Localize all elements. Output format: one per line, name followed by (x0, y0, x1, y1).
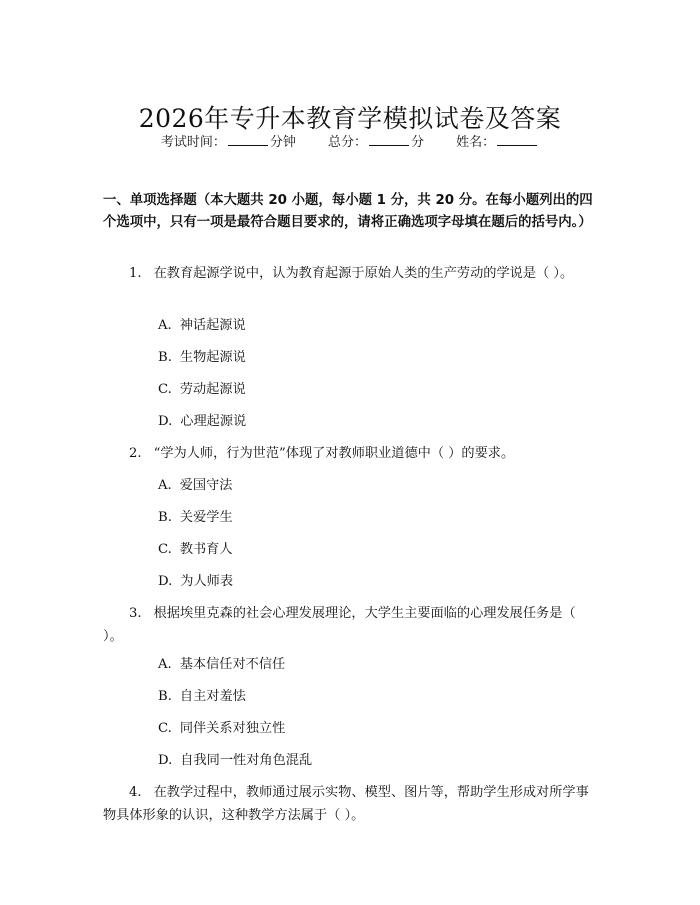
question-2 (103, 442, 597, 465)
option-1a[interactable] (158, 317, 246, 335)
question-text: “学为人师，行为世范”体现了对教师职业道德中（ ）的要求。 (153, 446, 515, 461)
question-3 (103, 602, 597, 648)
score-label: 总分： (327, 135, 367, 150)
option-3d[interactable] (158, 752, 312, 770)
option-letter: D. (158, 753, 173, 768)
option-letter: C. (158, 382, 172, 397)
option-letter: B. (158, 350, 172, 365)
page-title: 2026年专升本教育学模拟试卷及答案 (138, 103, 562, 133)
name-label: 姓名： (456, 135, 496, 150)
question-number: 1. (129, 266, 142, 281)
option-1c[interactable] (158, 381, 246, 399)
time-field (161, 131, 296, 150)
option-text: 为人师表 (180, 574, 234, 589)
option-letter: C. (158, 542, 172, 557)
option-letter: D. (158, 574, 173, 589)
question-1 (103, 262, 597, 285)
option-text: 教书育人 (179, 542, 233, 557)
section-heading: 一、单项选择题（本大题共 20 小题，每小题 1 分，共 20 分。在每小题列出的四个选项中，只有一项是最符合题目要求的，请将正确选项字母填在题后的括号内。） (103, 193, 593, 230)
option-2d[interactable] (158, 573, 233, 591)
option-letter: C. (158, 721, 172, 736)
option-letter: A. (158, 318, 172, 333)
time-label: 考试时间： (160, 135, 226, 150)
option-1d[interactable] (158, 413, 246, 431)
score-unit: 分 (411, 135, 425, 150)
time-blank[interactable] (228, 133, 268, 146)
option-3c[interactable] (158, 720, 285, 738)
option-text: 爱国守法 (179, 478, 233, 493)
option-text: 关爱学生 (179, 510, 233, 525)
option-1b[interactable] (158, 349, 246, 367)
exam-meta (0, 131, 700, 150)
option-2b[interactable] (158, 509, 233, 527)
option-text: 劳动起源说 (179, 382, 246, 397)
option-3b[interactable] (158, 688, 246, 706)
option-letter: D. (158, 414, 173, 429)
option-text: 自我同一性对角色混乱 (180, 753, 313, 768)
option-2c[interactable] (158, 541, 233, 559)
name-blank[interactable] (497, 133, 537, 146)
option-2a[interactable] (158, 477, 232, 495)
option-text: 同伴关系对独立性 (179, 721, 286, 736)
question-number: 4. (129, 785, 142, 800)
option-letter: B. (158, 510, 172, 525)
option-letter: B. (158, 689, 172, 704)
time-unit: 分钟 (269, 135, 296, 150)
score-blank[interactable] (369, 133, 409, 146)
option-letter: A. (158, 657, 172, 672)
score-field (328, 131, 424, 150)
option-letter: A. (158, 478, 172, 493)
question-text: 根据埃里克森的社会心理发展理论，大学生主要面临的心理发展任务是（ ）。 (103, 606, 576, 644)
question-number: 3. (129, 606, 142, 621)
option-text: 神话起源说 (179, 318, 246, 333)
question-number: 2. (129, 446, 142, 461)
option-3a[interactable] (158, 656, 285, 674)
option-text: 心理起源说 (180, 414, 247, 429)
option-text: 基本信任对不信任 (179, 657, 286, 672)
question-text: 在教学过程中，教师通过展示实物、模型、图片等，帮助学生形成对所学事物具体形象的认识，这种教学方法属于（ ）。 (103, 785, 589, 823)
name-field (456, 131, 539, 150)
option-text: 自主对羞怯 (179, 689, 246, 704)
option-text: 生物起源说 (179, 350, 246, 365)
question-4 (103, 781, 597, 827)
question-text: 在教育起源学说中，认为教育起源于原始人类的生产劳动的学说是（ ）。 (153, 266, 574, 281)
